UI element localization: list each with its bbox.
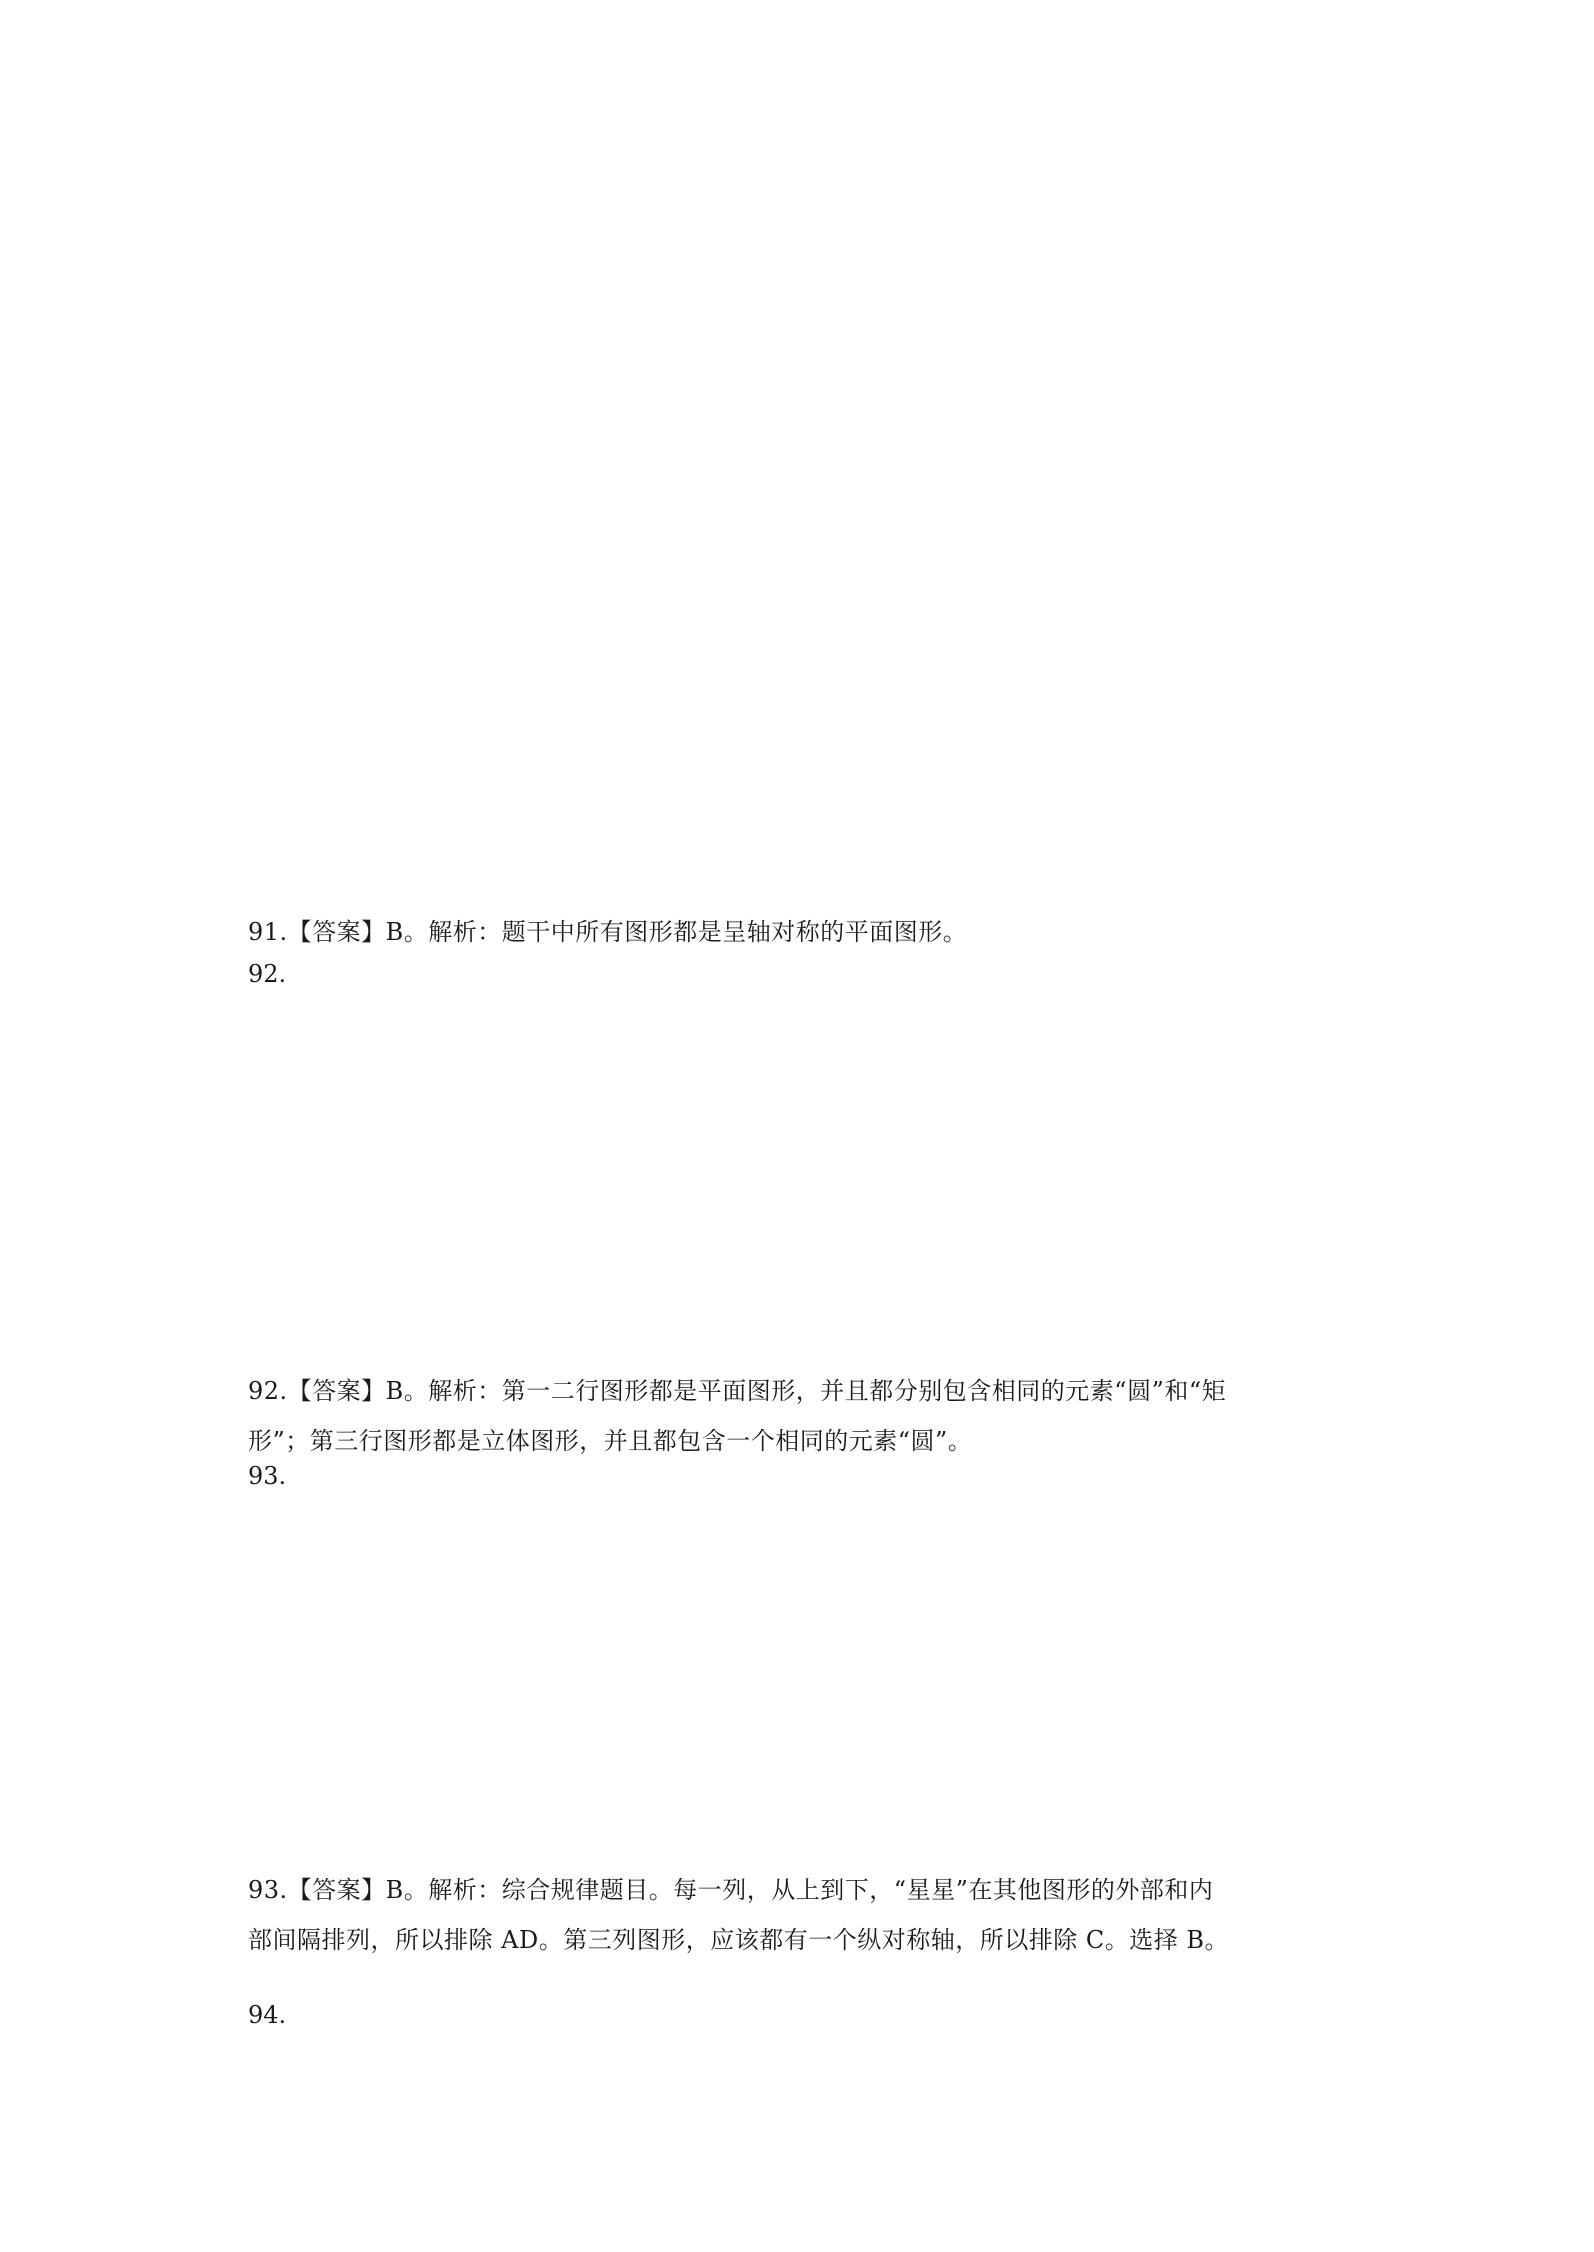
answer-93 [248, 1865, 1358, 1965]
answer-91 [248, 907, 1358, 957]
answer-92-line-2: 形”；第三行图形都是立体图形，并且都包含一个相同的元素“圆”。 [248, 1427, 973, 1455]
question-93-label: 93. [248, 1462, 287, 1490]
answer-92-line-1: 92.【答案】B。解析：第一二行图形都是平面图形，并且都分别包含相同的元素“圆”和“矩 [248, 1377, 1227, 1405]
answer-93-line-2: 部间隔排列，所以排除 AD。第三列图形，应该都有一个纵对称轴，所以排除 C。选择 B。 [248, 1926, 1229, 1954]
answer-92 [248, 1366, 1358, 1466]
question-92-label: 92. [248, 960, 287, 988]
question-94-label: 94. [248, 2001, 287, 2029]
answer-91-line-1: 91.【答案】B。解析：题干中所有图形都是呈轴对称的平面图形。 [248, 918, 968, 946]
answer-93-line-1: 93.【答案】B。解析：综合规律题目。每一列，从上到下，“星星”在其他图形的外部和内 [248, 1876, 1214, 1904]
